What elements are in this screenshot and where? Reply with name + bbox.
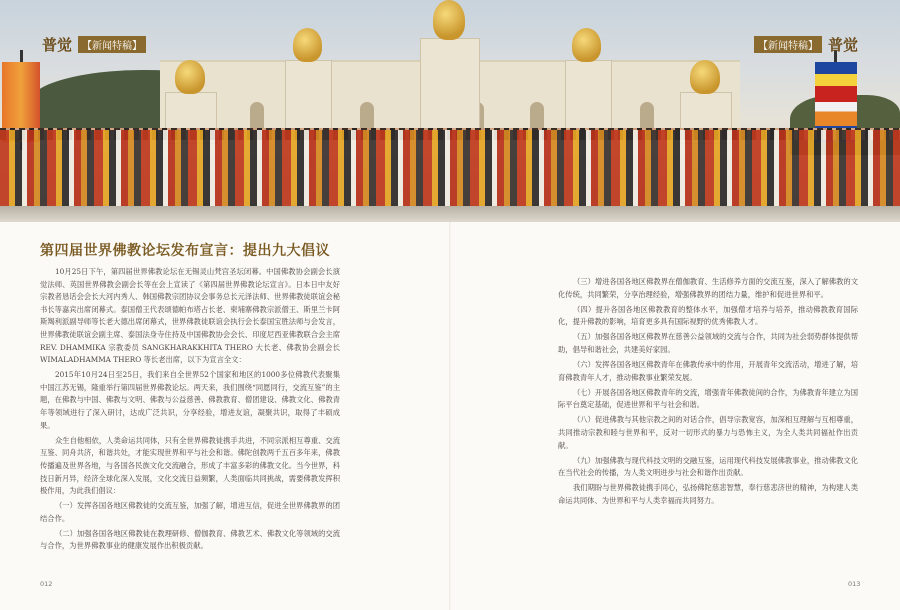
paragraph: （七）开展各国各地区佛教青年的交流，增强青年佛教徒间的合作，为佛教青年建立为国际平台奠定基础，促进世界和平与社会和谐。 xyxy=(558,387,858,410)
paragraph: 10月25日下午，第四届世界佛教论坛在无锡灵山梵宫圣坛闭幕。中国佛教协会副会长演觉法师、英国世界佛教会副会长等在会上宣读了《第四届世界佛教论坛宣言》。日本日中友好宗教者恳话会会长大河内秀人、韩国佛教宗团协议会事务总长元泽法师、世界佛教徒联谊会秘书长等嘉宾出席闭幕式。泰国僧王代表颂德帕布塔占长老、柬埔寨佛教宗派僧王、斯里兰卡阿斯羯利派副导师等长老大德出席闭幕式，世界佛教徒联谊会执行会长泰国宝胜法师与会发言，世界佛教徒联谊会副主席、泰国法身寺住持及中国佛教协会会长、印度尼西亚佛教联合会主席 REV. DHAMMIKA 宗教委员 SANGKHARAKKHITA THERO 大长老、佛教协会副会长 WIMALADHAMMA THERO 等长老出席，以下为宣言全文： xyxy=(40,267,340,365)
paragraph: 众生自他相依，人类命运共同体，只有全世界佛教徒携手共进，不同宗派相互尊重、交流互鉴、同舟共济，和谐共处，才能实现世界和平与社会和谐。佛陀创教两千五百多年来，佛教传播遍及世界各地，与各国各民族文化交流融合，形成了丰富多彩的佛教文化。当今世界，科技日新月异，经济全球化深入发展，文化交流日益频繁，人类面临共同挑战，需要佛教发挥积极作用，为此我们倡议： xyxy=(40,435,340,496)
left-column xyxy=(40,266,340,556)
right-column xyxy=(558,276,858,510)
header-left xyxy=(42,34,146,55)
paragraph: （六）发挥各国各地区佛教青年在佛教传承中的作用，开展青年交流活动，增进了解，培育佛教青年人才，推动佛教事业繁荣发展。 xyxy=(558,360,858,382)
paragraph: 2015年10月24日至25日，我们来自全世界52个国家和地区的1000多位佛教代表聚集中国江苏无锡，隆重举行第四届世界佛教论坛。两天来，我们围绕“同愿同行，交流互鉴”的主题，在佛教与中国、佛教与文明、佛教与公益慈善、佛教教育、僧团建设、佛教文化、佛教青年等领域进行了深入研讨，达成广泛共识，分享经验，增进友谊，凝聚共识，取得了丰硕成果。 xyxy=(40,370,340,430)
page-number-right: 013 xyxy=(848,580,861,588)
paragraph: （一）发挥各国各地区佛教徒的交流互鉴，加强了解，增进互信，促进全世界佛教界的团结合作。 xyxy=(40,501,340,523)
header-right xyxy=(754,34,858,55)
paragraph: 我们期盼与世界佛教徒携手同心，弘扬佛陀慈悲智慧，奉行慈悲济世的精神，为构建人类命运共同体、为世界和平与人类幸福而共同努力。 xyxy=(558,483,858,505)
paragraph: （八）促进佛教与其他宗教之间的对话合作，倡导宗教宽容，加深相互理解与互相尊重，共同推动宗教和睦与世界和平，反对一切形式的暴力与恐怖主义，为全人类共同福祉作出贡献。 xyxy=(558,415,858,450)
page-number-left: 012 xyxy=(40,580,53,588)
paragraph: （五）加强各国各地区佛教界在慈善公益领域的交流与合作，共同为社会弱势群体提供帮助，倡导和谐社会，共建美好家园。 xyxy=(558,332,858,354)
section-tag-left: 【新闻特稿】 xyxy=(78,36,146,53)
logo-left: 普觉 xyxy=(42,36,73,54)
paragraph: （二）加强各国各地区佛教徒在教理研修、僧伽教育、佛教艺术、佛教文化等领域的交流与合作，为世界佛教事业的健康发展作出积极贡献。 xyxy=(40,528,340,551)
paragraph: （三）增进各国各地区佛教界在僧伽教育、生活修养方面的交流互鉴，深入了解佛教的文化传统，共同繁荣，分享治理经验，增强佛教界的团结力量，维护和促进世界和平。 xyxy=(558,277,858,299)
paragraph: （四）提升各国各地区佛教教育的整体水平，加强僧才培养与培养，推动佛教教育国际化，提升佛教的影响，培育更多具有国际视野的优秀佛教人才。 xyxy=(558,304,858,327)
group-photo xyxy=(0,0,900,222)
article-title: 第四届世界佛教论坛发布宣言：提出九大倡议 xyxy=(40,243,330,259)
crowd xyxy=(0,130,900,215)
paragraph: （九）加强佛教与现代科技文明的交融互鉴，运用现代科技发展佛教事业，推动佛教文化在当代社会的传播，为人类文明进步与社会和谐作出贡献。 xyxy=(558,455,858,478)
logo-right: 普觉 xyxy=(827,36,858,54)
section-tag-right: 【新闻特稿】 xyxy=(754,36,822,53)
